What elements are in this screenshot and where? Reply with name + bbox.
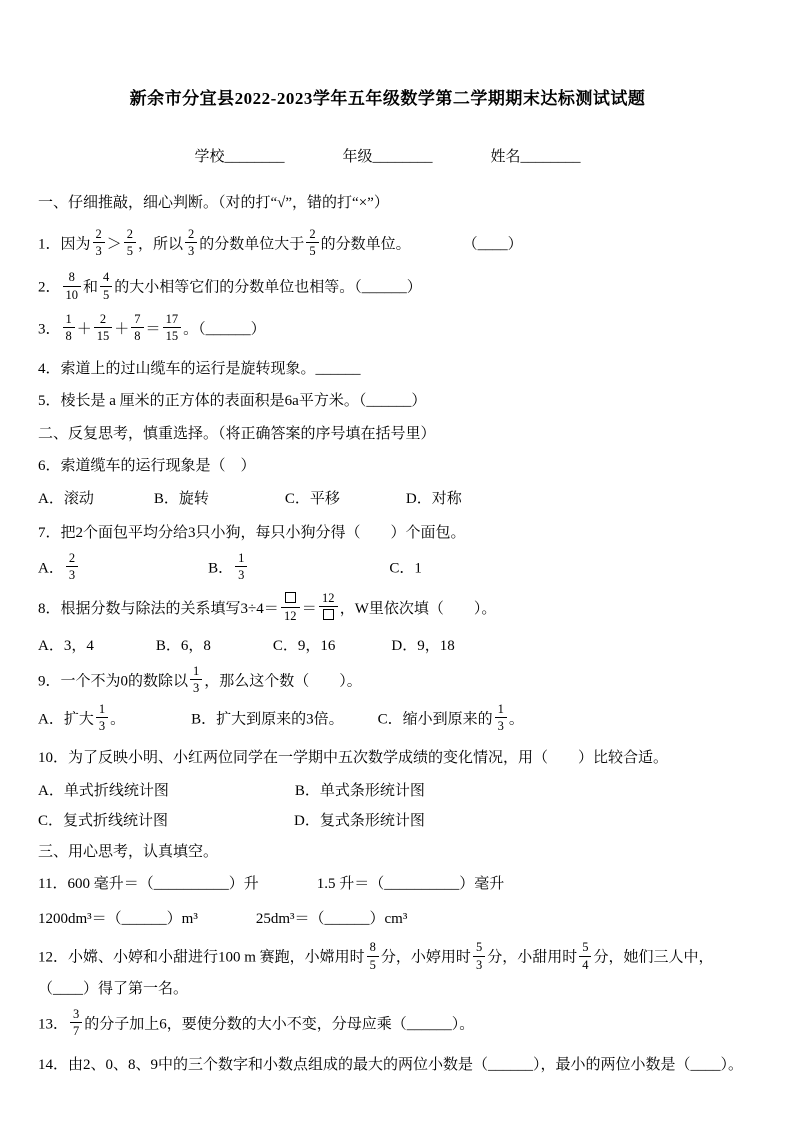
text-run: ，那么这个数（ ）。 [204, 673, 362, 690]
fraction-numerator [281, 591, 300, 608]
text-run: 5．棱长是 a 厘米的正方体的表面积是6a平方米。（______） [38, 393, 427, 410]
fraction-numerator: 1 [495, 702, 507, 718]
text-run: 的分数单位大于 [199, 235, 305, 252]
text-run: 9．一个不为0的数除以 [38, 673, 189, 690]
fraction [93, 227, 105, 259]
text-run: A．滚动 [38, 490, 94, 507]
fraction-denominator: 5 [309, 243, 316, 258]
fraction-denominator: 3 [98, 718, 106, 733]
fraction-denominator: 7 [73, 1023, 80, 1038]
fraction [367, 940, 379, 972]
text-run: D．9，18 [391, 638, 455, 655]
spacer [209, 502, 285, 503]
fraction [281, 591, 300, 624]
text-run: C．复式折线统计图 [38, 813, 169, 830]
spacer [168, 824, 294, 825]
text-run: ，W里依次填（ ）。 [339, 600, 497, 617]
grade-field-blank: ________ [372, 149, 433, 165]
text-run: ＋ [76, 321, 92, 338]
blank-box [285, 592, 296, 603]
fraction [100, 270, 112, 302]
grade-field [342, 145, 432, 166]
name-field-blank: ________ [520, 149, 581, 165]
fraction [319, 591, 338, 624]
text-run: 的大小相等它们的分数单位也相等。（______） [114, 279, 422, 296]
text-run: 6．索道缆车的运行现象是（ ） [38, 458, 256, 475]
fraction-denominator: 15 [165, 329, 179, 344]
question-13 [38, 1006, 737, 1041]
text-run: （____） [462, 235, 523, 252]
spacer [340, 502, 406, 503]
text-run: A．3，4 [38, 638, 94, 655]
question-6 [38, 455, 737, 478]
fraction-numerator: 1 [96, 702, 108, 718]
fraction-numerator: 5 [579, 940, 591, 956]
document-lines [38, 192, 744, 1077]
spacer [94, 649, 156, 650]
text-run: A．扩大 [38, 710, 94, 727]
text-run: 4．索道上的过山缆车的运行是旋转现象。______ [38, 360, 361, 377]
question-10 [38, 747, 737, 770]
text-run: 和 [83, 279, 99, 296]
fraction-numerator: 8 [63, 270, 82, 286]
school-field-blank: ________ [224, 149, 285, 165]
fraction-numerator: 2 [124, 227, 136, 243]
fraction-denominator: 5 [103, 287, 110, 302]
fraction-denominator: 15 [96, 329, 110, 344]
section-3-heading [38, 841, 737, 864]
fraction-denominator: 5 [369, 957, 376, 972]
fraction-denominator: 3 [238, 568, 245, 583]
fraction [579, 940, 591, 972]
text-run: 三、用心思考，认真填空。 [38, 843, 219, 860]
text-run: 的分数单位。 [320, 235, 411, 252]
fraction [306, 227, 318, 259]
fraction-numerator: 2 [306, 227, 318, 243]
fraction-numerator: 1 [190, 664, 202, 680]
fraction-denominator: 8 [134, 329, 141, 344]
fraction-denominator: 5 [126, 243, 134, 258]
fraction-denominator: 3 [193, 681, 200, 696]
question-12-row1 [38, 942, 737, 974]
text-run: 。（______） [183, 321, 266, 338]
text-run: 分，她们三人中， [593, 949, 714, 966]
spacer [411, 247, 463, 248]
name-field-label: 姓名 [490, 149, 521, 165]
text-run: 。 [508, 710, 524, 727]
text-run: 3． [38, 321, 61, 338]
fraction-numerator: 1 [235, 551, 247, 567]
fraction [70, 1007, 82, 1039]
fraction-numerator: 8 [367, 940, 379, 956]
spacer [335, 649, 391, 650]
text-run: C．缩小到原来的 [377, 710, 493, 727]
text-run: B． [208, 560, 234, 577]
spacer [259, 887, 317, 888]
fraction-denominator: 3 [497, 718, 504, 733]
question-11-row2 [38, 908, 737, 931]
blank-box [323, 609, 334, 620]
question-3 [38, 314, 737, 346]
text-run: 一、仔细推敲，细心判断。（对的打“√”，错的打“×”） [38, 195, 389, 211]
text-run: D．对称 [405, 490, 462, 507]
text-run: B．单式条形统计图 [294, 782, 425, 799]
question-5 [38, 390, 737, 413]
fraction-denominator: 10 [65, 287, 79, 302]
fraction-denominator: 3 [68, 568, 76, 583]
fraction-numerator: 4 [100, 270, 112, 286]
school-field-label: 学校 [194, 149, 225, 165]
question-9 [38, 663, 737, 698]
question-7 [38, 522, 737, 545]
text-run: C．平移 [284, 490, 340, 507]
fraction-numerator: 3 [70, 1007, 82, 1023]
fraction [235, 551, 247, 583]
text-run: 1.5 升＝（__________）毫升 [316, 876, 505, 893]
spacer [80, 571, 208, 572]
fraction-numerator: 17 [163, 312, 182, 328]
fraction-numerator: 2 [94, 312, 113, 328]
fraction [124, 227, 136, 259]
text-run: 7．把2个面包平均分给3只小狗，每只小狗分得（ ）个面包。 [38, 525, 466, 542]
text-run: 1．因为 [38, 235, 91, 252]
question-1 [38, 226, 737, 261]
fraction-numerator: 2 [185, 227, 197, 243]
fraction [131, 312, 143, 344]
text-run: ＞ [106, 235, 122, 252]
fraction [94, 312, 113, 344]
fraction-numerator: 2 [66, 551, 78, 567]
fraction [63, 312, 75, 344]
fraction-denominator: 3 [95, 243, 102, 258]
text-run: （____）得了第一名。 [38, 981, 189, 997]
fraction [66, 551, 78, 583]
text-run: 8．根据分数与除法的关系填写3÷4＝ [38, 600, 279, 617]
spacer [344, 722, 378, 723]
section-2-heading [38, 423, 737, 446]
text-run: C．9，16 [272, 638, 336, 655]
question-2 [38, 272, 737, 304]
text-run: ＋ [114, 321, 130, 338]
fraction-denominator: 4 [582, 957, 589, 972]
question-4 [38, 358, 737, 381]
question-6-options [38, 488, 737, 511]
text-run: 1200dm³＝（______）m³ [38, 910, 198, 927]
text-run: C．1 [389, 560, 422, 577]
fraction-denominator [319, 607, 338, 623]
question-7-options [38, 550, 737, 585]
spacer [94, 502, 154, 503]
spacer [198, 922, 256, 923]
text-run: 分，小婷用时 [380, 949, 471, 966]
fraction-numerator: 5 [473, 940, 485, 956]
question-14 [38, 1054, 744, 1077]
fraction-numerator: 7 [131, 312, 143, 328]
fraction [63, 270, 82, 302]
question-11-row1 [38, 873, 737, 896]
text-run: 二、反复思考，慎重选择。（将正确答案的序号填在括号里） [38, 425, 436, 442]
grade-field-label: 年级 [342, 149, 373, 165]
text-run: 25dm³＝（______）cm³ [255, 910, 408, 927]
text-run: 的分子加上6，要使分数的大小不变，分母应乘（______）。 [84, 1015, 475, 1032]
text-run: 13． [38, 1015, 69, 1032]
text-run: B．旋转 [153, 490, 209, 507]
text-run: B．扩大到原来的3倍。 [191, 710, 344, 727]
text-run: 。 [110, 710, 126, 727]
fraction-numerator: 2 [93, 227, 105, 243]
spacer [125, 722, 191, 723]
fraction [96, 702, 108, 734]
fraction-numerator: 12 [319, 591, 338, 607]
question-12-row2 [38, 978, 737, 1001]
school-field [194, 145, 284, 166]
text-run: 12．小嫦、小婷和小甜进行100 m 赛跑，小嫦用时 [38, 949, 365, 966]
spacer [249, 571, 389, 572]
text-run: 11．600 毫升＝（__________）升 [38, 876, 259, 893]
fraction-denominator: 8 [65, 329, 72, 344]
text-run: D．复式条形统计图 [294, 813, 425, 830]
text-run: ＝ [301, 600, 317, 617]
fraction [473, 940, 485, 972]
question-8-options [38, 635, 737, 658]
text-run: A． [38, 560, 64, 577]
section-1-heading [38, 192, 737, 215]
question-8 [38, 590, 737, 626]
fraction-denominator: 3 [475, 957, 483, 972]
fraction-numerator: 1 [63, 312, 75, 328]
fraction [495, 702, 507, 734]
page-title: 新余市分宜县2022-2023学年五年级数学第二学期期末达标测试试题 [129, 89, 646, 108]
text-run: ＝ [145, 321, 161, 338]
spacer [211, 649, 273, 650]
name-field [491, 145, 581, 166]
fraction [185, 227, 197, 259]
text-run: B．6，8 [155, 638, 211, 655]
fraction [190, 664, 202, 696]
text-run: A．单式折线统计图 [38, 782, 169, 799]
text-run: 14．由2、0、8、9中的三个数字和小数点组成的最大的两位小数是（______），最小的两位小数是（____）。 [38, 1057, 744, 1074]
fraction [163, 312, 182, 344]
question-9-options [38, 701, 737, 736]
text-run: ，所以 [138, 235, 184, 252]
question-10-options-row1 [38, 780, 737, 803]
fraction-denominator: 12 [283, 608, 297, 623]
fraction-denominator: 3 [188, 243, 195, 258]
text-run: 10．为了反映小明、小红两位同学在一学期中五次数学成绩的变化情况，用（ ）比较合适。 [38, 750, 669, 767]
header-fields [38, 145, 737, 166]
question-10-options-row2 [38, 810, 737, 833]
text-run: 2． [38, 279, 61, 296]
text-run: 分，小甜用时 [487, 949, 578, 966]
spacer [169, 794, 295, 795]
